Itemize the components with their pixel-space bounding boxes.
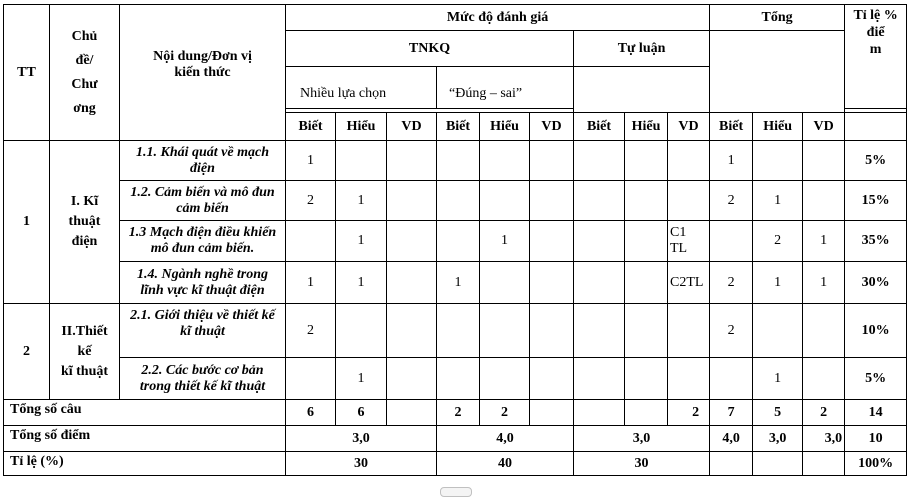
value-cell [530, 262, 574, 304]
scroll-handle[interactable] [440, 487, 472, 497]
value-cell [387, 141, 437, 181]
total-ratio: 14 [845, 400, 907, 426]
level-cell: Hiểu [753, 113, 803, 141]
value-cell: 2 [710, 304, 753, 358]
value-cell: 1 [286, 141, 336, 181]
ratio-cell: 30% [845, 262, 907, 304]
value-cell [753, 304, 803, 358]
multiple-choice-header: Nhiều lựa chọn [286, 67, 437, 109]
value-cell [803, 181, 845, 221]
value-cell: 2 [286, 304, 336, 358]
percent-ratio: 100% [845, 452, 907, 476]
value-cell [437, 304, 480, 358]
value-cell [668, 141, 710, 181]
topic-cell [120, 181, 286, 221]
value-cell [387, 304, 437, 358]
total-value: 2 [480, 400, 530, 426]
total-points-label: Tổng số điểm [4, 426, 286, 452]
value-cell: 1 [803, 262, 845, 304]
value-cell [387, 221, 437, 262]
value-cell [625, 141, 668, 181]
topic-cell [120, 262, 286, 304]
value-cell: 2 [710, 181, 753, 221]
value-cell: 1 [336, 181, 387, 221]
level-cell: Hiểu [625, 113, 668, 141]
value-cell [574, 141, 625, 181]
total-questions-label: Tổng số câu [4, 400, 286, 426]
ratio-header-line: điể [866, 25, 885, 40]
value-cell [574, 358, 625, 400]
chapter-line: thuật [68, 214, 101, 229]
value-cell [625, 304, 668, 358]
value-cell [625, 262, 668, 304]
value-cell [480, 141, 530, 181]
content-header-line: kiến thức [174, 65, 231, 80]
value-cell: 1 [753, 358, 803, 400]
level-cell: Hiểu [336, 113, 387, 141]
percent-row [4, 452, 907, 476]
percent-blank [803, 452, 845, 476]
value-cell [437, 141, 480, 181]
ratio-cell: 5% [845, 358, 907, 400]
content-header-line: Nội dung/Đơn vị [153, 49, 252, 64]
topic-line: cảm biến [176, 200, 229, 216]
value-cell [530, 221, 574, 262]
value-cell [387, 358, 437, 400]
total-points-row [4, 426, 907, 452]
value-cell: 1 [437, 262, 480, 304]
ratio-blank [845, 113, 907, 141]
total-value: 2 [668, 400, 710, 426]
tt-header: TT [4, 5, 50, 141]
total-value: 2 [437, 400, 480, 426]
points-tf: 4,0 [437, 426, 574, 452]
points-essay: 3,0 [574, 426, 710, 452]
topic-line: điện [190, 160, 215, 176]
value-cell [710, 358, 753, 400]
topic-line: 1.3 Mạch điện điều khiển [128, 225, 277, 240]
table-row [4, 304, 907, 358]
value-cell: 2 [710, 262, 753, 304]
value-cell [336, 141, 387, 181]
percent-blank [753, 452, 803, 476]
total-value [574, 400, 625, 426]
chapter-line: II.Thiết kế [61, 323, 108, 359]
chapter-header-line: Chủ [71, 28, 98, 44]
percent-label: Tỉ lệ (%) [4, 452, 286, 476]
value-cell [668, 304, 710, 358]
level-cell: VD [387, 113, 437, 141]
value-cell [437, 221, 480, 262]
value-cell: 1 [286, 262, 336, 304]
header-row-1 [4, 5, 907, 31]
topic-line: 2.1. Giới thiệu về thiết kế [130, 308, 275, 323]
level-cell: Biết [574, 113, 625, 141]
total-header: Tổng [710, 5, 845, 31]
total-value: 7 [710, 400, 753, 426]
group-chapter [50, 141, 120, 304]
ratio-header [845, 5, 907, 109]
topic-line: 1.2. Cảm biến và mô đun [130, 184, 275, 200]
value-cell [336, 304, 387, 358]
percent-mc: 30 [286, 452, 437, 476]
true-false-header: “Đúng – sai” [437, 67, 574, 109]
value-cell: 1 [710, 141, 753, 181]
points-ratio: 10 [845, 426, 907, 452]
value-cell [668, 358, 710, 400]
value-cell [480, 181, 530, 221]
level-cell: VD [530, 113, 574, 141]
value-cell [574, 304, 625, 358]
value-cell: 1 [480, 221, 530, 262]
value-cell [803, 304, 845, 358]
topic-cell [120, 141, 286, 181]
group-number: 2 [4, 304, 50, 400]
essay-code-cell: C1 TL [668, 221, 710, 262]
value-cell [387, 262, 437, 304]
percent-essay: 30 [574, 452, 710, 476]
topic-line: 1.1. Khái quát về mạch [135, 144, 269, 160]
value-cell: 1 [336, 358, 387, 400]
ratio-header-line: m [869, 42, 882, 57]
value-cell [625, 221, 668, 262]
ratio-cell: 10% [845, 304, 907, 358]
points-know: 4,0 [710, 426, 753, 452]
ratio-cell: 5% [845, 141, 907, 181]
chapter-header-line: Chư [71, 76, 98, 92]
value-cell: 1 [336, 221, 387, 262]
total-value: 2 [803, 400, 845, 426]
value-cell [437, 181, 480, 221]
total-value: 5 [753, 400, 803, 426]
group-number: 1 [4, 141, 50, 304]
chapter-header [50, 5, 120, 141]
value-cell [530, 181, 574, 221]
level-cell: Biết [710, 113, 753, 141]
value-cell [803, 358, 845, 400]
value-cell: 1 [753, 262, 803, 304]
value-cell [530, 304, 574, 358]
value-cell [710, 221, 753, 262]
value-cell [437, 358, 480, 400]
chapter-header-line: đề/ [75, 52, 94, 68]
value-cell [668, 181, 710, 221]
level-cell: VD [668, 113, 710, 141]
total-blank [710, 31, 845, 113]
content-header [120, 5, 286, 141]
ratio-cell: 15% [845, 181, 907, 221]
points-understand: 3,0 [753, 426, 803, 452]
total-value [387, 400, 437, 426]
value-cell: 1 [753, 181, 803, 221]
essay-header: Tự luận [574, 31, 710, 67]
value-cell [574, 262, 625, 304]
level-cell: VD [803, 113, 845, 141]
topic-line: kĩ thuật [180, 324, 225, 339]
topic-cell [120, 358, 286, 400]
level-cell: Hiểu [480, 113, 530, 141]
value-cell: 1 [336, 262, 387, 304]
value-cell [803, 141, 845, 181]
value-cell [480, 304, 530, 358]
table-row [4, 221, 907, 262]
total-value [625, 400, 668, 426]
assessment-level-header: Mức độ đánh giá [286, 5, 710, 31]
table-row [4, 262, 907, 304]
value-cell: 1 [803, 221, 845, 262]
essay-blank [574, 67, 710, 113]
topic-line: mô đun cảm biến. [150, 241, 255, 256]
topic-cell [120, 304, 286, 358]
value-cell [480, 358, 530, 400]
value-cell: 2 [286, 181, 336, 221]
level-cell: Biết [286, 113, 336, 141]
topic-line: 2.2. Các bước cơ bản [141, 362, 264, 378]
value-cell [753, 141, 803, 181]
value-cell [625, 181, 668, 221]
essay-code-cell: C2TL [668, 262, 710, 304]
value-cell [530, 141, 574, 181]
total-value: 6 [286, 400, 336, 426]
chapter-header-line: ơng [73, 100, 96, 116]
topic-line: 1.4. Ngành nghề trong [136, 266, 269, 282]
value-cell [387, 181, 437, 221]
table-row [4, 181, 907, 221]
value-cell [286, 358, 336, 400]
table-row [4, 358, 907, 400]
topic-cell [120, 221, 286, 262]
value-cell [530, 358, 574, 400]
total-questions-row [4, 400, 907, 426]
topic-line: trong thiết kế kĩ thuật [139, 378, 266, 394]
ratio-cell: 35% [845, 221, 907, 262]
total-value: 6 [336, 400, 387, 426]
percent-blank [710, 452, 753, 476]
chapter-line: kĩ thuật [60, 363, 109, 379]
value-cell: 2 [753, 221, 803, 262]
assessment-matrix-table [3, 4, 907, 476]
percent-tf: 40 [437, 452, 574, 476]
ratio-header-line: Tỉ lệ % [853, 8, 898, 23]
tnkq-header: TNKQ [286, 31, 574, 67]
value-cell [480, 262, 530, 304]
value-cell [574, 221, 625, 262]
total-value [530, 400, 574, 426]
group-chapter [50, 304, 120, 400]
chapter-line: điện [71, 234, 98, 249]
value-cell [286, 221, 336, 262]
topic-line: lĩnh vực kĩ thuật điện [140, 282, 265, 298]
value-cell [625, 358, 668, 400]
points-apply: 3,0 [803, 426, 845, 452]
level-cell: Biết [437, 113, 480, 141]
points-mc: 3,0 [286, 426, 437, 452]
table-row [4, 141, 907, 181]
chapter-line: I. Kĩ [70, 194, 99, 209]
value-cell [574, 181, 625, 221]
